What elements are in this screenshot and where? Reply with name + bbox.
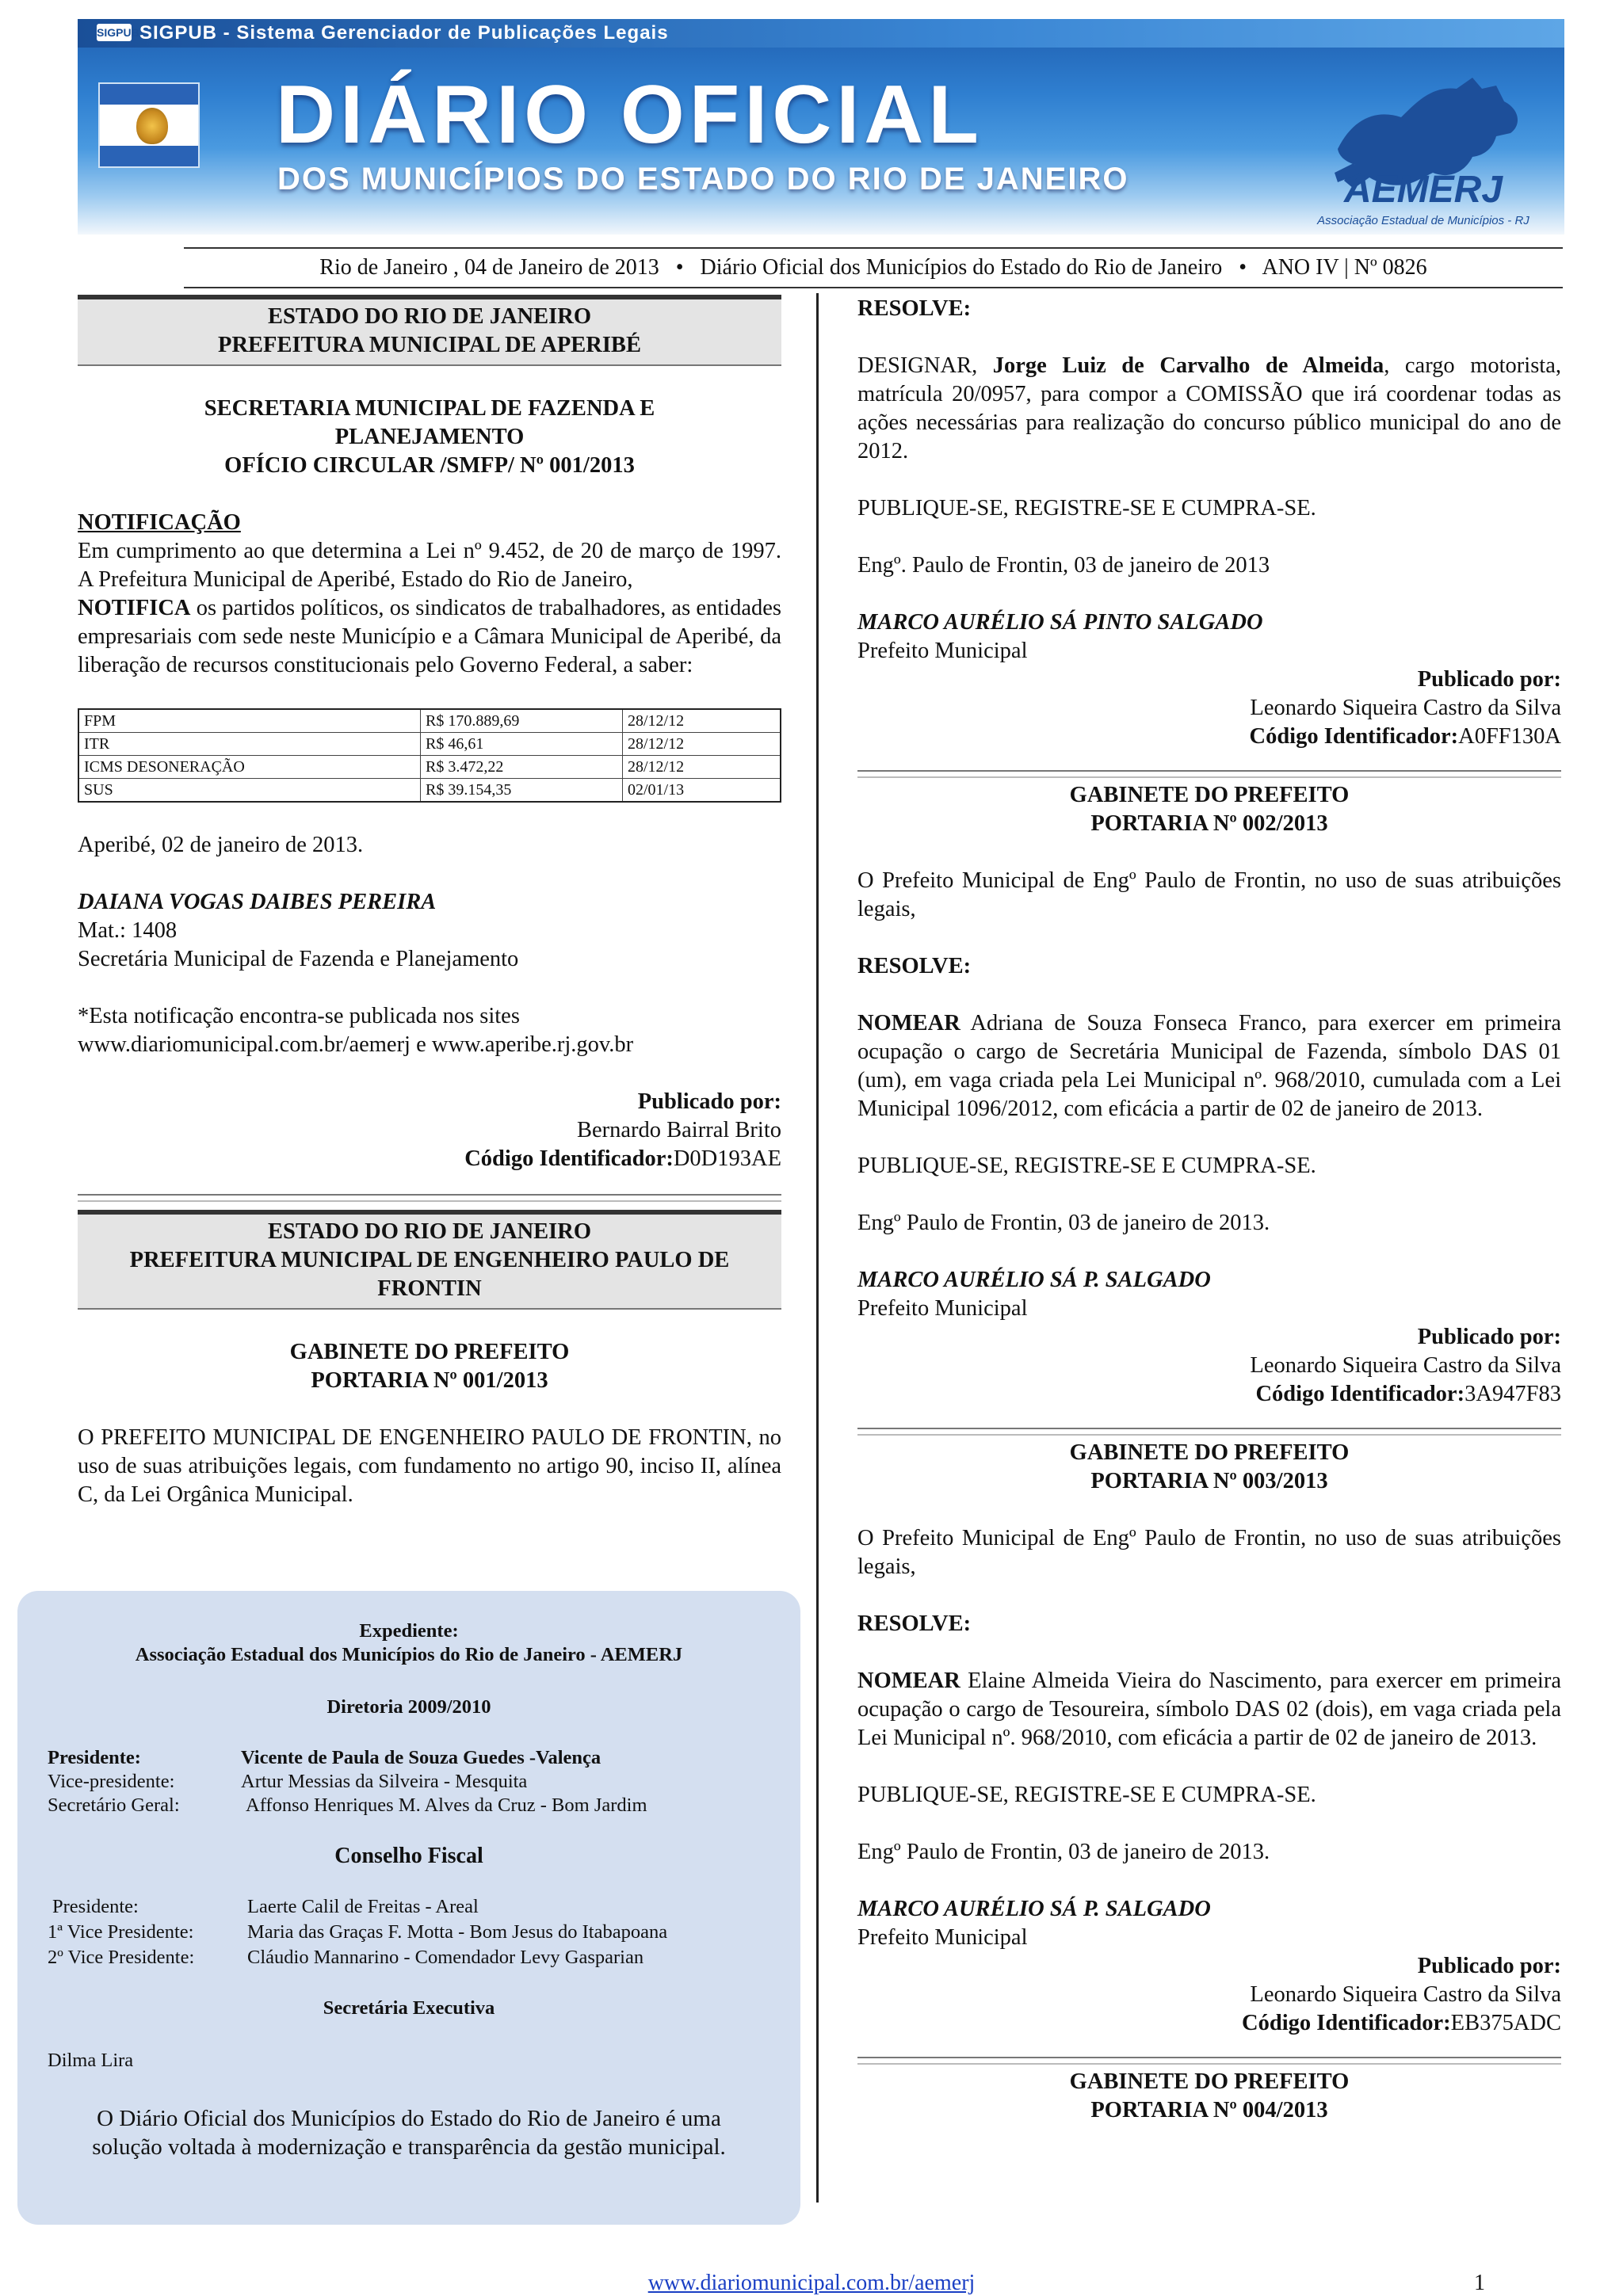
sigpub-caption: SIGPUB - Sistema Gerenciador de Publicações Legais — [139, 22, 669, 44]
table-row — [78, 779, 781, 803]
section-separator — [857, 770, 1561, 778]
fiscal-member: Maria das Graças F. Motta - Bom Jesus do Itabapoana — [247, 1921, 668, 1943]
fiscal-role: 2º Vice Presidente: — [48, 1947, 195, 1968]
identifier-value: D0D193AE — [673, 1146, 781, 1171]
identifier-value: 3A947F83 — [1465, 1382, 1561, 1406]
closing-line: O Diário Oficial dos Municípios do Estado do Rio de Janeiro é uma — [97, 2106, 721, 2131]
heading-line: GABINETE DO PREFEITO — [1069, 1440, 1350, 1465]
identifier-code — [78, 1145, 781, 1173]
state-line: ESTADO DO RIO DE JANEIRO — [267, 1219, 592, 1244]
published-by-label: Publicado por: — [637, 1089, 781, 1114]
expediente-title: Expediente: — [359, 1620, 459, 1642]
resolve-heading: RESOLVE: — [857, 954, 972, 978]
published-by-label: Publicado por: — [1417, 667, 1561, 692]
notifica-word: NOTIFICA — [78, 596, 191, 620]
identifier-code — [857, 723, 1561, 751]
identifier-value: A0FF130A — [1458, 724, 1561, 749]
masthead-subtitle: DOS MUNICÍPIOS DO ESTADO DO RIO DE JANEIRO — [277, 162, 1129, 196]
published-by-label: Publicado por: — [1417, 1325, 1561, 1349]
aperibe-date: Aperibé, 02 de janeiro de 2013. — [78, 833, 364, 857]
prefeitura-line: PREFEITURA MUNICIPAL DE ENGENHEIRO PAULO DE — [129, 1248, 730, 1272]
column-divider — [816, 293, 819, 2203]
heading-line: PORTARIA Nº 003/2013 — [1090, 1469, 1328, 1493]
heading-line: PORTARIA Nº 001/2013 — [311, 1368, 548, 1393]
notificacao-text: os partidos políticos, os sindicatos de trabalhadores, as entidades empresariais com sede neste Município e a Câmara Municipal de Aperibé, da liberação de recursos constitucionais pelo Governo Federal, a saber: — [78, 596, 781, 677]
portaria-intro: O Prefeito Municipal de Engº Paulo de Frontin, no uso de suas atribuições legais, — [857, 868, 1561, 921]
table-cell: 28/12/12 — [623, 709, 781, 733]
expediente-panel — [17, 1591, 800, 2225]
signer-role: Prefeito Municipal — [857, 639, 1028, 663]
aemerj-logo-name: AEMERJ — [1343, 169, 1503, 211]
gabinete-heading — [78, 1338, 781, 1395]
section-separator — [857, 1428, 1561, 1436]
aemerj-logo-caption: Associação Estadual de Municípios - RJ — [1317, 214, 1529, 227]
secretaria-heading — [78, 395, 781, 480]
heading-line: PORTARIA Nº 002/2013 — [1090, 811, 1328, 836]
designar-paragraph — [857, 352, 1561, 466]
table-cell: ICMS DESONERAÇÃO — [78, 756, 421, 779]
heading-line: GABINETE DO PREFEITO — [1069, 2069, 1350, 2094]
fiscal-member: Laerte Calil de Freitas - Areal — [247, 1896, 479, 1917]
notificacao-body — [78, 537, 781, 680]
resources-table — [78, 708, 781, 803]
dateline-rule-bottom — [184, 287, 1563, 288]
secretaria-title: Secretária Executiva — [323, 1997, 495, 2019]
left-column — [78, 295, 781, 1509]
nomear-text: Elaine Almeida Vieira do Nascimento, para exercer em primeira ocupação o cargo de Tesoureira, símbolo DAS 02 (dois), em vaga criada pela Lei Municipal nº. 968/2010, com eficácia a partir de 02 de janeiro de 2013. — [857, 1669, 1561, 1750]
publication-sites: www.diariomunicipal.com.br/aemerj e www.aperibe.rj.gov.br — [78, 1032, 634, 1057]
section-separator — [857, 2057, 1561, 2065]
table-row — [78, 756, 781, 779]
identifier-label: Código Identificador: — [1255, 1382, 1465, 1406]
fiscal-role: Presidente: — [52, 1896, 139, 1917]
sigpub-logo: SIGPUB — [97, 24, 132, 41]
publique-line: PUBLIQUE-SE, REGISTRE-SE E CUMPRA-SE. — [857, 496, 1316, 521]
signer-mat: Mat.: 1408 — [78, 918, 178, 943]
portaria-001-body: O PREFEITO MUNICIPAL DE ENGENHEIRO PAULO DE FRONTIN, no uso de suas atribuições legais, com fundamento no artigo 90, inciso II, alínea C, da Lei Orgânica Municipal. — [78, 1425, 781, 1507]
nomear-text: Adriana de Souza Fonseca Franco, para exercer em primeira ocupação o cargo de Secretária Municipal de Fazenda, símbolo DAS 01 (um), em vaga criada pela Lei Municipal nº. 968/2010, cumulada com a Lei Municipal 1096/2012, com eficácia a partir de 02 de janeiro de 2013. — [857, 1011, 1561, 1121]
table-cell: 28/12/12 — [623, 733, 781, 756]
rio-flag-icon — [98, 82, 200, 168]
board-member: Affonso Henriques M. Alves da Cruz - Bom Jardim — [246, 1794, 647, 1816]
heading-line: SECRETARIA MUNICIPAL DE FAZENDA E — [204, 396, 655, 421]
board-role: Presidente: — [48, 1747, 141, 1768]
prefeitura-line: FRONTIN — [377, 1276, 482, 1301]
identifier-label: Código Identificador: — [464, 1146, 674, 1171]
published-by-name: Leonardo Siqueira Castro da Silva — [1250, 696, 1561, 720]
nomear-paragraph — [857, 1009, 1561, 1123]
signer-role: Prefeito Municipal — [857, 1296, 1028, 1321]
table-cell: R$ 170.889,69 — [421, 709, 623, 733]
heading-line: PLANEJAMENTO — [334, 425, 525, 449]
notificacao-text: Em cumprimento ao que determina a Lei nº 9.452, de 20 de março de 1997. A Prefeitura Municipal de Aperibé, Estado do Rio de Janeiro, — [78, 539, 781, 592]
nomear-word: NOMEAR — [857, 1011, 960, 1035]
publique-line: PUBLIQUE-SE, REGISTRE-SE E CUMPRA-SE. — [857, 1783, 1316, 1807]
portaria-004-heading — [857, 2068, 1561, 2125]
publique-line: PUBLIQUE-SE, REGISTRE-SE E CUMPRA-SE. — [857, 1154, 1316, 1178]
board-role: Secretário Geral: — [48, 1794, 180, 1816]
aperibe-state-header — [78, 295, 781, 366]
frontin-date: Engº Paulo de Frontin, 03 de janeiro de 2013. — [857, 1840, 1270, 1864]
fiscal-member: Cláudio Mannarino - Comendador Levy Gasparian — [247, 1947, 644, 1968]
portaria-003-heading — [857, 1439, 1561, 1496]
dateline: Rio de Janeiro , 04 de Janeiro de 2013 • Diário Oficial dos Municípios do Estado do Rio de Janeiro • ANO IV | Nº 0826 — [319, 255, 1427, 280]
section-separator — [78, 1194, 781, 1202]
designar-text: DESIGNAR, — [857, 353, 993, 378]
table-cell: 02/01/13 — [623, 779, 781, 803]
designar-text: , cargo motorista, matrícula 20/0957, para compor a COMISSÃO que irá coordenar todas as ações necessárias para realização do concurso público municipal do ano de 2012. — [857, 353, 1561, 463]
identifier-value: EB375ADC — [1450, 2011, 1561, 2035]
prefeitura-line: PREFEITURA MUNICIPAL DE APERIBÉ — [218, 333, 641, 357]
signer-role: Secretária Municipal de Fazenda e Planejamento — [78, 947, 519, 971]
closing-line: solução voltada à modernização e transparência da gestão municipal. — [92, 2134, 726, 2160]
identifier-code — [857, 2009, 1561, 2038]
board-member: Artur Messias da Silveira - Mesquita — [241, 1771, 528, 1792]
heading-line: PORTARIA Nº 004/2013 — [1090, 2098, 1328, 2122]
signer-name: MARCO AURÉLIO SÁ PINTO SALGADO — [857, 610, 1263, 635]
table-cell: R$ 3.472,22 — [421, 756, 623, 779]
resolve-heading: RESOLVE: — [857, 296, 972, 321]
right-column — [857, 295, 1561, 2125]
masthead-banner — [78, 19, 1564, 235]
table-cell: FPM — [78, 709, 421, 733]
expediente-org: Associação Estadual dos Municípios do Rio de Janeiro - AEMERJ — [135, 1644, 683, 1665]
table-cell: SUS — [78, 779, 421, 803]
board-member: Vicente de Paula de Souza Guedes -Valença — [241, 1747, 601, 1768]
published-by-name: Leonardo Siqueira Castro da Silva — [1250, 1982, 1561, 2007]
page-number: 1 — [1474, 2271, 1485, 2295]
signer-role: Prefeito Municipal — [857, 1925, 1028, 1950]
masthead-title: DIÁRIO OFICIAL — [276, 69, 983, 161]
signer-name: MARCO AURÉLIO SÁ P. SALGADO — [857, 1897, 1211, 1921]
portaria-002-heading — [857, 781, 1561, 838]
secretaria-name: Dilma Lira — [48, 2050, 134, 2071]
fiscal-role: 1ª Vice Presidente: — [48, 1921, 194, 1943]
publication-note: *Esta notificação encontra-se publicada nos sites — [78, 1004, 520, 1028]
identifier-code — [857, 1380, 1561, 1409]
table-row — [78, 733, 781, 756]
resolve-heading: RESOLVE: — [857, 1611, 972, 1636]
published-by-name: Leonardo Siqueira Castro da Silva — [1250, 1353, 1561, 1378]
identifier-label: Código Identificador: — [1249, 724, 1459, 749]
signer-name: DAIANA VOGAS DAIBES PEREIRA — [78, 890, 437, 914]
table-row — [78, 709, 781, 733]
table-cell: R$ 46,61 — [421, 733, 623, 756]
heading-line: GABINETE DO PREFEITO — [289, 1340, 570, 1364]
nomear-word: NOMEAR — [857, 1669, 960, 1693]
frontin-date: Engº. Paulo de Frontin, 03 de janeiro de 2013 — [857, 553, 1270, 578]
table-cell: 28/12/12 — [623, 756, 781, 779]
dateline-rule-top — [184, 247, 1563, 249]
heading-line: GABINETE DO PREFEITO — [1069, 783, 1350, 807]
board-role: Vice-presidente: — [48, 1771, 175, 1792]
frontin-state-header — [78, 1210, 781, 1310]
designated-name: Jorge Luiz de Carvalho de Almeida — [992, 353, 1384, 378]
signer-name: MARCO AURÉLIO SÁ P. SALGADO — [857, 1268, 1211, 1292]
nomear-paragraph — [857, 1667, 1561, 1753]
published-by-label: Publicado por: — [1417, 1954, 1561, 1978]
table-cell: ITR — [78, 733, 421, 756]
portaria-intro: O Prefeito Municipal de Engº Paulo de Frontin, no uso de suas atribuições legais, — [857, 1526, 1561, 1579]
identifier-label: Código Identificador: — [1242, 2011, 1451, 2035]
notificacao-title: NOTIFICAÇÃO — [78, 510, 241, 535]
frontin-date: Engº Paulo de Frontin, 03 de janeiro de 2013. — [857, 1211, 1270, 1235]
state-line: ESTADO DO RIO DE JANEIRO — [267, 304, 592, 329]
footer-site-link[interactable]: www.diariomunicipal.com.br/aemerj — [647, 2271, 976, 2295]
diretoria-title: Diretoria 2009/2010 — [327, 1696, 491, 1718]
conselho-title: Conselho Fiscal — [334, 1844, 483, 1868]
heading-line: OFÍCIO CIRCULAR /SMFP/ Nº 001/2013 — [224, 453, 635, 478]
published-by-name: Bernardo Bairral Brito — [576, 1118, 781, 1142]
table-cell: R$ 39.154,35 — [421, 779, 623, 803]
